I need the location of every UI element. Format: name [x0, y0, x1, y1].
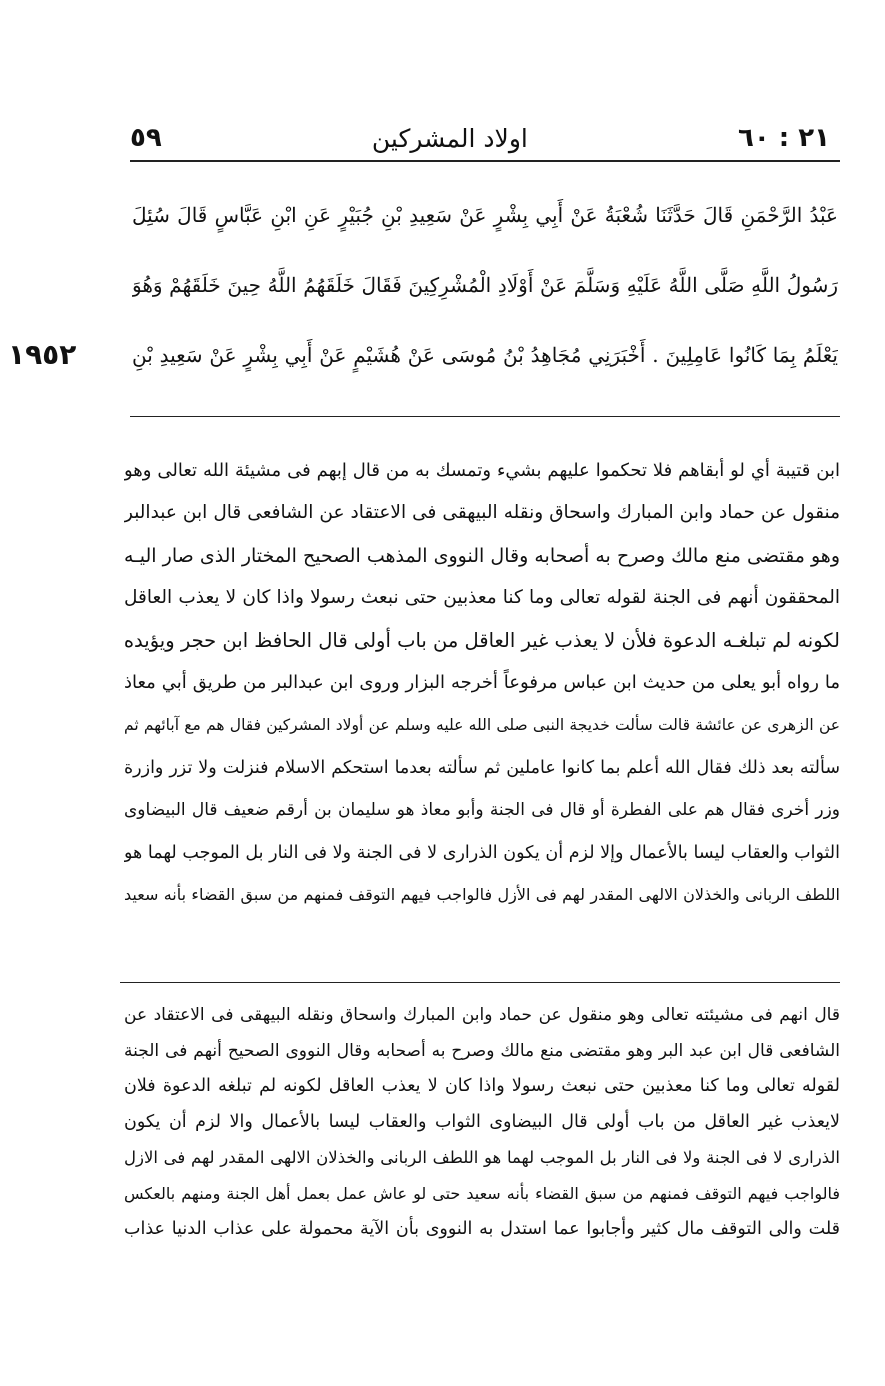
hadith-line: رَسُولُ اللَّهِ صَلَّى اللَّهُ عَلَيْهِ وَسَلَّمَ عَنْ أَوْلَادِ الْمُشْرِكِينَ فَقَالَ خَلَقَهُمُ اللَّهُ حِينَ خَلَقَهُمْ وَهُوَ [132, 273, 838, 297]
commentary-line: الثواب والعقاب ليسا بالأعمال وإلا لزم أن يكون الذرارى لا فى الجنة ولا فى النار بل الموجب لهما هو [124, 842, 840, 863]
footnote-line: الشافعى قال ابن عبد البر وهو مقتضى منع مالك وصرح به أصحابه وقال النووى الصحيح أنهم فى الجنة [124, 1040, 840, 1061]
footnote-line: فالواجب فيهم التوقف فمنهم من سبق القضاء بأنه سعيد حتى لو عاش عمل بعمل أهل الجنة ومنهم بالعكس [124, 1183, 840, 1203]
commentary-rule [130, 416, 840, 417]
hadith-text [132, 180, 838, 390]
footnote-rule [120, 982, 840, 983]
commentary-line: وهو مقتضى منع مالك وصرح به أصحابه وقال النووى المذهب الصحيح المختار الذى صار اليـه [124, 544, 840, 567]
footnote-text [124, 998, 840, 1247]
commentary-line: سألته بعد ذلك فقال الله أعلم بما كانوا عاملين ثم سألته بعدما استحكم الاسلام فنزلت ولا تزر وازرة [124, 757, 840, 778]
footnote-line: لايعذب غير العاقل من باب أولى قال البيضاوى الثواب والعقاب ليسا بالأعمال والا لزم أن يكون [124, 1111, 840, 1132]
commentary-line: اللطف الربانى والخذلان الالهى المقدر لهم فى الأزل فالواجب فيهم التوقف فمنهم من سبق القضاء بأنه سعيد [124, 884, 840, 904]
hadith-line: يَعْلَمُ بِمَا كَانُوا عَامِلِينَ . أَخْبَرَنِي مُجَاهِدُ بْنُ مُوسَى عَنْ هُشَيْمٍ عَنْ أَبِي بِشْرٍ عَنْ سَعِيدِ بْنِ [132, 343, 838, 367]
hadith-line: عَبْدُ الرَّحْمَنِ قَالَ حَدَّثَنَا شُعْبَةُ عَنْ أَبِي بِشْرٍ عَنْ سَعِيدِ بْنِ جُبَيْرٍ عَنِ ابْنِ عَبَّاسٍ قَالَ سُئِلَ [132, 203, 838, 227]
chapter-title: اولاد المشركين [371, 123, 528, 153]
commentary-line: وزر أخرى فقال هم على الفطرة أو قال فى الجنة وأبو معاذ هو سليمان بن أرقم ضعيف قال البيضاوى [124, 800, 840, 821]
footnote-line: قال انهم فى مشيئته تعالى وهو منقول عن حماد وابن المبارك واسحاق ونقله البيهقى فى الاعتقاد عن [124, 1005, 840, 1025]
commentary-line: لكونه لم تبلغـه الدعوة فلأن لا يعذب غير العاقل من باب أولى قال الحافظ ابن حجر ويؤيده [124, 628, 840, 652]
footnote-line: قلت والى التوقف مال كثير وأجابوا عما استدل به النووى بأن الآية محمولة على عذاب الدنيا عذاب [124, 1218, 840, 1239]
chapter-verse-reference: ٢١ : ٦٠ [737, 123, 830, 153]
page-header [130, 118, 830, 158]
page-number: ٥٩ [130, 123, 162, 153]
footnote-line: لقوله تعالى وما كنا معذبين حتى نبعث رسولا واذا كان لا يعذب العاقل لكونه لم تبلغه الدعوة فلان [124, 1076, 840, 1097]
header-rule [130, 160, 840, 162]
commentary-line: ابن قتيبة أي لو أبقاهم فلا تحكموا عليهم بشيء وتمسك به من قال إبهم فى مشيئة الله تعالى وهو [124, 460, 840, 481]
commentary-line: منقول عن حماد وابن المبارك واسحاق ونقله البيهقى فى الاعتقاد عن الشافعى قال ابن عبدالبر [124, 502, 840, 524]
commentary-line: عن الزهرى عن عائشة قالت سألت خديجة النبى صلى الله عليه وسلم عن أولاد المشركين فقال هم مع آبائهم ثم [124, 716, 840, 735]
commentary-line: المحققون أنهم فى الجنة لقوله تعالى وما كنا معذبين حتى نبعث رسولا واذا كان لا يعذب العاقل [124, 587, 840, 609]
hadith-number: ١٩٥٢ [8, 338, 77, 371]
commentary-line: ما رواه أبو يعلى من حديث ابن عباس مرفوعاً أخرجه البزار وروى ابن عبدالبر من طريق أبي معاذ [124, 671, 840, 693]
commentary-text [124, 450, 840, 916]
footnote-line: الذرارى لا فى الجنة ولا فى النار بل الموجب لهما هو اللطف الربانى والخذلان الالهى المقدر لهم فى الازل [124, 1148, 840, 1168]
